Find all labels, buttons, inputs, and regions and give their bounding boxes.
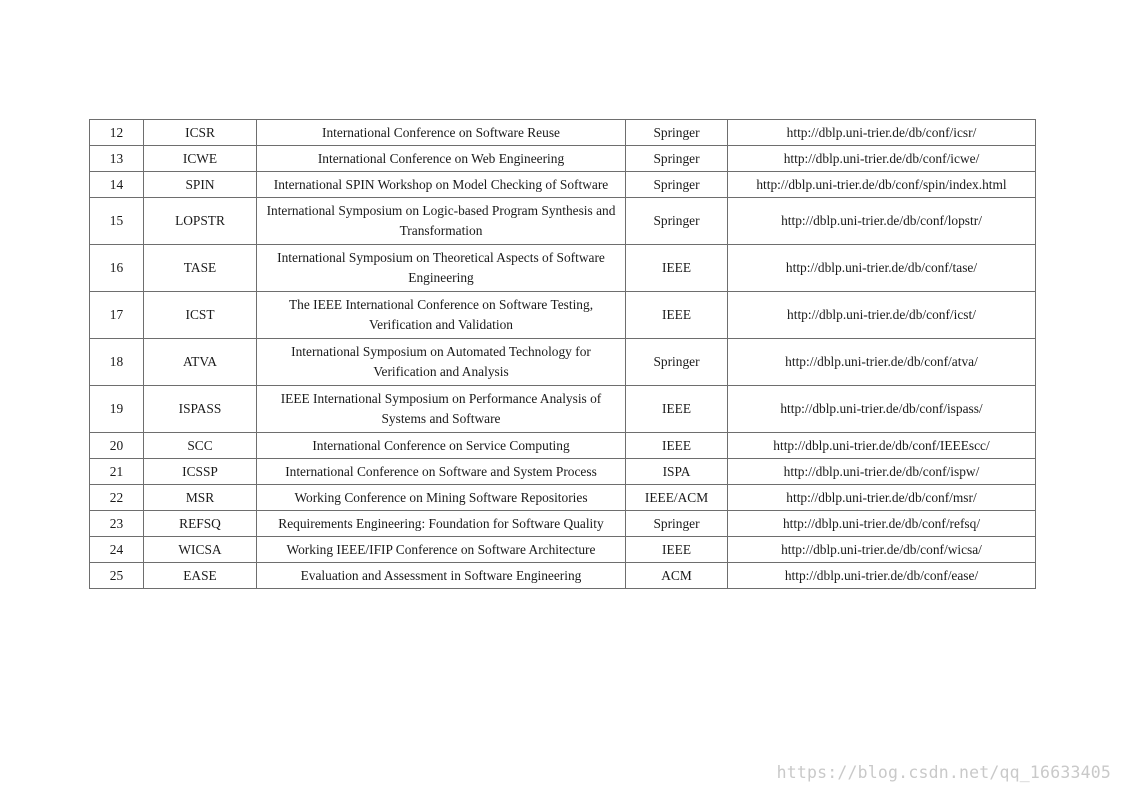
row-number: 20 <box>90 433 144 459</box>
table-row <box>90 172 1036 198</box>
row-number: 19 <box>90 386 144 433</box>
conference-name: International Conference on Service Computing <box>257 433 626 459</box>
publisher: Springer <box>626 146 728 172</box>
table-row <box>90 563 1036 589</box>
table-row <box>90 292 1036 339</box>
row-number: 25 <box>90 563 144 589</box>
conference-name: International Conference on Web Engineering <box>257 146 626 172</box>
conference-name: The IEEE International Conference on Software Testing, Verification and Validation <box>257 292 626 339</box>
row-number: 17 <box>90 292 144 339</box>
publisher: Springer <box>626 198 728 245</box>
conference-name: International Symposium on Automated Technology for Verification and Analysis <box>257 339 626 386</box>
table-row <box>90 120 1036 146</box>
table-row <box>90 485 1036 511</box>
row-number: 22 <box>90 485 144 511</box>
table-row <box>90 386 1036 433</box>
conference-abbreviation: REFSQ <box>144 511 257 537</box>
dblp-url: http://dblp.uni-trier.de/db/conf/tase/ <box>728 245 1036 292</box>
row-number: 12 <box>90 120 144 146</box>
dblp-url: http://dblp.uni-trier.de/db/conf/wicsa/ <box>728 537 1036 563</box>
dblp-url: http://dblp.uni-trier.de/db/conf/ease/ <box>728 563 1036 589</box>
conference-name: International SPIN Workshop on Model Checking of Software <box>257 172 626 198</box>
conference-abbreviation: WICSA <box>144 537 257 563</box>
dblp-url: http://dblp.uni-trier.de/db/conf/refsq/ <box>728 511 1036 537</box>
conference-abbreviation: TASE <box>144 245 257 292</box>
publisher: IEEE/ACM <box>626 485 728 511</box>
conference-name: International Conference on Software Reuse <box>257 120 626 146</box>
conference-name: International Conference on Software and System Process <box>257 459 626 485</box>
conference-abbreviation: EASE <box>144 563 257 589</box>
conference-abbreviation: ICSR <box>144 120 257 146</box>
conference-name: International Symposium on Theoretical Aspects of Software Engineering <box>257 245 626 292</box>
conference-abbreviation: SPIN <box>144 172 257 198</box>
row-number: 21 <box>90 459 144 485</box>
row-number: 14 <box>90 172 144 198</box>
conference-abbreviation: ATVA <box>144 339 257 386</box>
dblp-url: http://dblp.uni-trier.de/db/conf/IEEEscc/ <box>728 433 1036 459</box>
dblp-url: http://dblp.uni-trier.de/db/conf/ispass/ <box>728 386 1036 433</box>
publisher: Springer <box>626 339 728 386</box>
row-number: 15 <box>90 198 144 245</box>
row-number: 13 <box>90 146 144 172</box>
publisher: IEEE <box>626 386 728 433</box>
table-row <box>90 245 1036 292</box>
conference-abbreviation: SCC <box>144 433 257 459</box>
publisher: IEEE <box>626 292 728 339</box>
table-row <box>90 537 1036 563</box>
conference-abbreviation: LOPSTR <box>144 198 257 245</box>
conference-name: Requirements Engineering: Foundation for Software Quality <box>257 511 626 537</box>
dblp-url: http://dblp.uni-trier.de/db/conf/icwe/ <box>728 146 1036 172</box>
row-number: 24 <box>90 537 144 563</box>
table-row <box>90 339 1036 386</box>
publisher: ACM <box>626 563 728 589</box>
conference-name: International Symposium on Logic-based Program Synthesis and Transformation <box>257 198 626 245</box>
watermark: https://blog.csdn.net/qq_16633405 <box>776 763 1111 782</box>
publisher: Springer <box>626 120 728 146</box>
conference-abbreviation: ICWE <box>144 146 257 172</box>
publisher: IEEE <box>626 433 728 459</box>
dblp-url: http://dblp.uni-trier.de/db/conf/msr/ <box>728 485 1036 511</box>
table-row <box>90 198 1036 245</box>
dblp-url: http://dblp.uni-trier.de/db/conf/lopstr/ <box>728 198 1036 245</box>
dblp-url: http://dblp.uni-trier.de/db/conf/atva/ <box>728 339 1036 386</box>
conference-abbreviation: MSR <box>144 485 257 511</box>
publisher: ISPA <box>626 459 728 485</box>
conference-name: Evaluation and Assessment in Software Engineering <box>257 563 626 589</box>
dblp-url: http://dblp.uni-trier.de/db/conf/spin/index.html <box>728 172 1036 198</box>
publisher: Springer <box>626 511 728 537</box>
table-row <box>90 433 1036 459</box>
conference-name: IEEE International Symposium on Performance Analysis of Systems and Software <box>257 386 626 433</box>
dblp-url: http://dblp.uni-trier.de/db/conf/ispw/ <box>728 459 1036 485</box>
conference-table-body <box>90 120 1036 589</box>
conference-abbreviation: ISPASS <box>144 386 257 433</box>
conference-name: Working IEEE/IFIP Conference on Software Architecture <box>257 537 626 563</box>
publisher: IEEE <box>626 245 728 292</box>
row-number: 23 <box>90 511 144 537</box>
dblp-url: http://dblp.uni-trier.de/db/conf/icst/ <box>728 292 1036 339</box>
table-row <box>90 459 1036 485</box>
conference-name: Working Conference on Mining Software Repositories <box>257 485 626 511</box>
table-row <box>90 511 1036 537</box>
conference-abbreviation: ICSSP <box>144 459 257 485</box>
table-row <box>90 146 1036 172</box>
row-number: 16 <box>90 245 144 292</box>
row-number: 18 <box>90 339 144 386</box>
conference-abbreviation: ICST <box>144 292 257 339</box>
publisher: IEEE <box>626 537 728 563</box>
dblp-url: http://dblp.uni-trier.de/db/conf/icsr/ <box>728 120 1036 146</box>
publisher: Springer <box>626 172 728 198</box>
conference-table <box>89 119 1036 589</box>
